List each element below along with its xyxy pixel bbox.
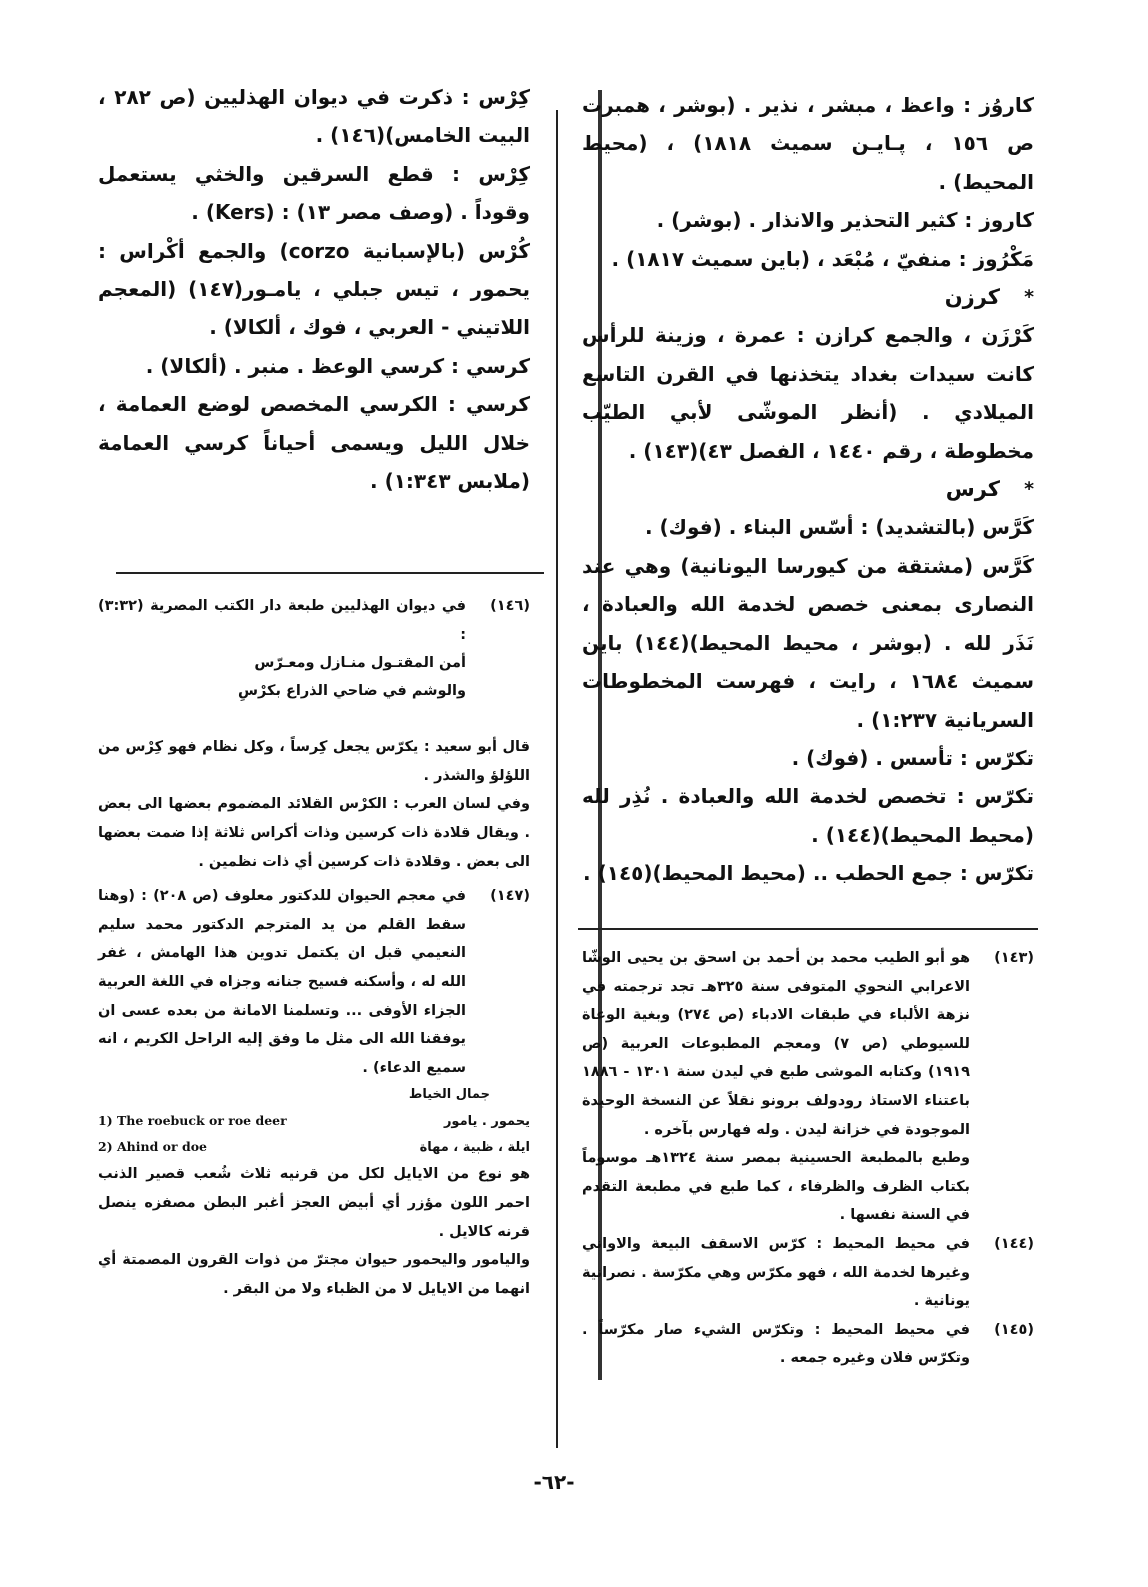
root-heading	[582, 278, 1034, 316]
footnote-number: (١٤٥)	[994, 1321, 1034, 1338]
dictionary-entry: كِرْس : قطع السرقين والخثي يستعمل وقوداً . (وصف مصر ١٣) : (Kers) .	[98, 161, 530, 225]
english-term: 1) The roebuck or roe deer	[98, 1113, 287, 1129]
footnote-paragraph: واليامور واليحمور حيوان مجترّ من ذوات القرون المصمتة أي انهما من الايايل لا من الظباء ولا من البقر .	[98, 1252, 530, 1297]
footnote-paragraph: هو نوع من الايايل لكل من قرنيه ثلاث شُعب قصير الذنب احمر اللون مؤزر أي أبيض العجز أغبر البطن مصفزه ينصل قرنه كالايل .	[98, 1166, 530, 1240]
footnote-145	[582, 1316, 1034, 1373]
footnote-paragraph: قال أبو سعيد : يكرّس يجعل كِرساً ، وكل نظام فهو كِرْس من اللؤلؤ والشذر .	[98, 739, 530, 784]
verse-line: والوشم في ضاحي الذراع بكرْسِ	[238, 683, 466, 700]
footnote-text: في محيط المحيط : وتكرّس الشيء صار مكرّساً . وتكرّس فلان وغيره جمعه .	[582, 1321, 970, 1367]
footnote-number: (١٤٦)	[490, 598, 530, 614]
dictionary-entry: كُرْس (بالإسبانية corzo) والجمع أكْراس : يحمور ، تيس جبلي ، يامـور(١٤٧) (المعجم اللاتيني - العربي ، فوك ، ألكالا) .	[98, 238, 531, 340]
footnote-text: في محيط المحيط : كرّس الاسقف البيعة والاواني وغيرها لخدمة الله ، فهو مكرّس وهي مكرّسة . نصرانية يونانية .	[582, 1235, 970, 1310]
root-word: كرزن	[944, 285, 1000, 310]
left-column-entries	[98, 78, 530, 500]
dictionary-entry: تكرّس : تخصص لخدمة الله والعبادة . نُذِر لله (محيط المحيط)(١٤٤) .	[582, 784, 1034, 847]
root-word: كرس	[945, 477, 1000, 502]
footnote-rule-left	[116, 572, 544, 574]
dictionary-entry: تكرّس : جمع الحطب .. (محيط المحيط)(١٤٥) .	[583, 861, 1034, 886]
footnote-143	[582, 944, 1034, 1144]
dictionary-entry: كاروز : كثير التحذير والانذار . (بوشر) .	[656, 208, 1034, 233]
dictionary-entry: تكرّس : تأسس . (فوك) .	[791, 745, 1034, 770]
dictionary-entry: كَرْزَن ، والجمع كرازن : عمرة ، وزينة للرأس كانت سيدات بغداد يتخذنها في القرن التاسع الميلادي . (أنظر الموشّى لأبي الطيّب مخطوطة ، رقم ١٤٤٠ ، الفصل ٤٣)(١٤٣) .	[582, 323, 1034, 463]
footnote-144	[582, 1230, 1034, 1316]
dictionary-entry: كَرَّس (مشتقة من كيورسا اليونانية) وهي عند النصارى بمعنى خصص لخدمة الله والعبادة ، نَذَر لله . (بوشر ، محيط المحيط)(١٤٤) باين سميث ١٦٨٤ ، رايت ، فهرست المخطوطات السريانية ١:٢٣٧) .	[582, 553, 1035, 732]
footnote-147	[98, 882, 530, 1082]
dictionary-entry: كرسي : كرسي الوعظ . منبر . (ألكالا) .	[145, 353, 530, 378]
footnote-rule-right	[578, 928, 1038, 930]
footnote-text: هو أبو الطيب محمد بن أحمد بن اسحق بن يحيى الوشّا الاعرابي النحوي المتوفى سنة ٣٢٥هـ تجد ترجمته في نزهة الألباء في طبقات الادباء (ص ٢٧٤) وبغية الوعاة للسيوطي (ص ٧) ومعجم المطبوعات العربية (ص ١٩١٩) وكتابه الموشى طبع في ليدن سنة ١٣٠١ - ١٨٨٦ باعتناء الاستاذ رودولف برونو نقلاً عن النسخة الوحيدة الموجودة في خزانة ليدن . وله فهارس بآخره .	[582, 950, 971, 1138]
arabic-term: ايلة ، ظبية ، مهاة	[419, 1140, 530, 1156]
footnote-143-continued: وطبع بالمطبعة الحسينية بمصر سنة ١٣٢٤هـ موسوماً بكتاب الظرف والظرفاء ، كما طبع في مطبعة التقدم في السنة نفسها .	[582, 1150, 970, 1224]
poem-verse	[98, 677, 530, 705]
dictionary-entry: كِرْس : ذكرت في ديوان الهذليين (ص ٢٨٢ ، البيت الخامس)(١٤٦) .	[98, 85, 530, 148]
bilingual-row	[98, 1108, 530, 1134]
column-divider	[556, 110, 558, 1448]
root-heading	[582, 470, 1034, 508]
bilingual-row	[98, 1134, 530, 1160]
left-column-footnotes	[98, 592, 530, 1303]
footnote-text: في معجم الحيوان للدكتور معلوف (ص ٢٠٨) : (وهنا سقط القلم من يد المترجم الدكتور محمد سليم النعيمي قبل ان يكتمل تدوين هذا الهامش ، غفر الله له ، وأسكنه فسيح جنانه وجزاه في اللغة العربية الجزاء الأوفى ... وتسلمنا الامانة من بعده عسى ان يوفقنا الله الى مثل ما وفق إليه الراحل الكريم ، انه سميع الدعاء) .	[98, 888, 466, 1076]
footnote-text: في ديوان الهذليين طبعة دار الكتب المصرية (٣:٣٢) :	[98, 598, 466, 643]
footnote-paragraph: وفي لسان العرب : الكرْس القلائد المضموم بعضها الى بعض . ويقال قلادة ذات كرسين وذات أكراس ثلاثة إذا ضمت بعضها الى بعض . وقلادة ذات كرسين أي ذات نظمين .	[98, 796, 530, 870]
dictionary-entry: كرسي : الكرسي المخصص لوضع العمامة ، خلال الليل ويسمى أحياناً كرسي العمامة (ملابس ١:٣٤٣) .	[98, 392, 530, 494]
dictionary-entry: كَرَّس (بالتشديد) : أسّس البناء . (فوك) .	[644, 515, 1034, 540]
arabic-term: يحمور . يامور	[443, 1114, 530, 1130]
asterisk-marker: *	[1024, 478, 1034, 501]
footnote-number: (١٤٤)	[994, 1235, 1034, 1252]
english-term: 2) Ahind or doe	[98, 1139, 207, 1155]
footnote-number: (١٤٣)	[994, 950, 1034, 966]
poem-verse	[98, 649, 530, 677]
dictionary-entry: كاروُز : واعظ ، مبشر ، نذير . (بوشر ، همبرت ص ١٥٦ ، پـايـن سميث ١٨١٨) ، (محيط المحيط) .	[582, 93, 1035, 194]
dictionary-entry: مَكْرُوز : منفيّ ، مُبْعَد ، (باين سميث ١٨١٧) .	[611, 246, 1034, 271]
footnote-146	[98, 592, 530, 649]
subheading: جمال الخياط	[408, 1087, 490, 1103]
right-column-footnotes	[582, 944, 1034, 1373]
asterisk-marker: *	[1024, 286, 1034, 309]
right-column-entries	[582, 86, 1034, 893]
verse-line: أمن المقتـول منـازل ومعـرّس	[254, 655, 466, 672]
page-number: -٦٢-	[533, 1470, 575, 1494]
footnote-number: (١٤٧)	[490, 888, 530, 905]
